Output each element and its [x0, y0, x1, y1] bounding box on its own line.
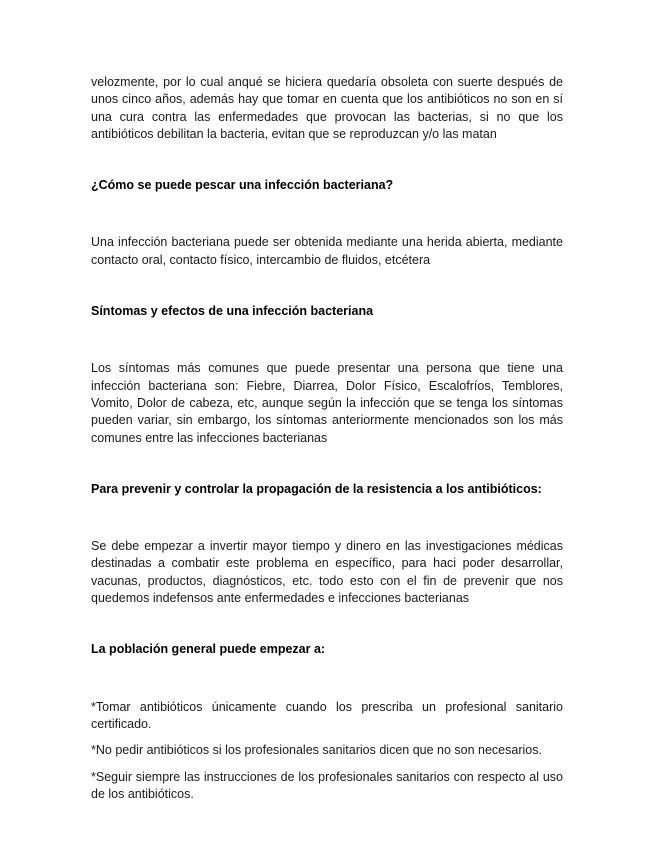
section-heading-prevention: Para prevenir y controlar la propagación de la resistencia a los antibióticos:	[91, 481, 542, 496]
list-item: *Tomar antibióticos únicamente cuando los prescriba un profesional sanitario certificado.	[91, 699, 563, 731]
intro-paragraph: velozmente, por lo cual anqué se hiciera quedaría obsoleta con suerte después de unos cinco años, además hay que tomar en cuenta que los antibióticos no son en sí una cura contra las enfermedades que provocan las bacterias, si no que los antibióticos debilitan la bacteria, evitan que se reproduzcan y/o las matan	[91, 75, 563, 141]
section-body-prevention: Se debe empezar a invertir mayor tiempo y dinero en las investigaciones médicas destinadas a combatir este problema en específico, para haci poder desarrollar, vacunas, productos, diagnósticos, etc. todo esto con el fin de prevenir que nos quedemos indefensos ante enfermedades e infecciones bacterianas	[91, 539, 563, 606]
list-item: *Seguir siempre las instrucciones de los profesionales sanitarios con respecto al uso de los antibióticos.	[91, 769, 563, 801]
document-content	[91, 74, 563, 803]
section-body-symptoms: Los síntomas más comunes que puede presentar una persona que tiene una infección bacteriana son: Fiebre, Diarrea, Dolor Físico, Escalofríos, Temblores, Vomito, Dolor de cabeza, etc, aunque según la infección que se tenga los síntomas pueden variar, sin embargo, los síntomas anteriormente mencionados son los más comunes entre las infecciones bacterianas	[91, 361, 563, 445]
section-heading-general-population: La población general puede empezar a:	[91, 642, 326, 657]
section-body-infection-contagion: Una infección bacteriana puede ser obtenida mediante una herida abierta, mediante contacto oral, contacto físico, intercambio de fluidos, etcétera	[91, 235, 563, 267]
section-heading-symptoms: Síntomas y efectos de una infección bacteriana	[91, 304, 374, 319]
list-item: *No pedir antibióticos si los profesionales sanitarios dicen que no son necesarios.	[91, 743, 542, 758]
section-heading-infection-contagion: ¿Cómo se puede pescar una infección bacteriana?	[91, 178, 394, 193]
